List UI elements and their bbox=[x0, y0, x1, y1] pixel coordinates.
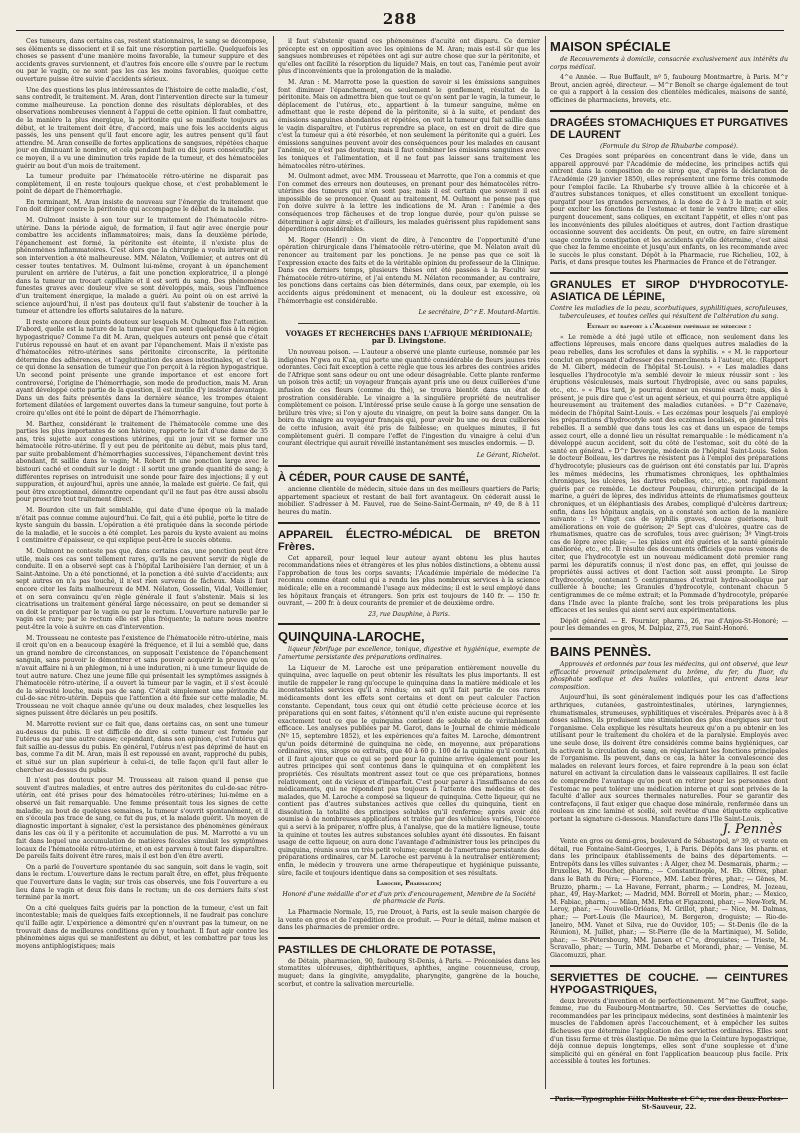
ad-body: « Le remède a été jugé utile et efficace, non seulement dans les affections lépreuses, mais encore dans quelques autres maladies de la peau rebelles, dans les scrofules et dans la syphilis. » « M. le rapporteur conclut en proposant d'adresser des remercîments à l'auteur, etc. (Rapport de M. Gibert, médecin de l'hôpital St-Louis). » « Les maladies dans lesquelles l'hydrocotyle m'a semblé devoir le mieux réussir sont : les éruptions vésiculeuses, mais surtout l'hydropisie, avec ou sans papules, etc., etc. » « Plus tard, je pourrai donner un résumé exact; mais, dès à présent, je puis dire que c'est un agent sérieux, et qui pourra être appliqué heureusement au traitement des maladies cutanées. » D^r Cazenave, médecin de l'hôpital Saint-Louis. « Les eczémas pour lesquels j'ai employé les préparations d'hydrocotyle sont des eczémas localisés, en général très rebelles. Il a semblé que dans tous les cas et dans un espace de temps assez court, elle a donné lieu un résultat remarquable : le médicament n'a développé aucun accident, soit du côté de l'estomac, soit du côté de la santé en général. » D^r Devergie, médecin de l'hôpital Saint-Louis. Selon le docteur Boileau, les dartres ne résistent pas à l'emploi des préparations d'hydrocotyle; plusieurs cas de guérison ont été constatés par lui. D'après les mêmes médecins, les rhumatismes chroniques, les ophthalmies chroniques, les ulcères, les dartres rebelles, etc., etc., sont rapidement guéris par ce remède. Le docteur Poupeau, chirurgien principal de la marine, a guéri de lèpres, des individus atteints de rhumatismes goutteux chroniques, et un éléphantiasis des Arabes, compliqué d'ulcères dartreux; enfin, dans les hôpitaux anglais, on a constaté son action de la manière suivante : 1º Vingt cas de syphilis graves, douze guérisons, huit améliorations en voie de guérison; 2º Sept cas d'ulcères, quatre cas de rhumatismes, quatre cas de scrofules, tous avec guérison; 3º Vingt-trois cas de lèpre avec plaie; — les plaies ont été guéries et la santé générale améliorée, etc., etc. Il résulte des documents officiels que nous venons de citer, que l'hydrocotyle est un nouveau médicament doté premier rang parmi les dépuratifs connus; il n'est donc pas, en effet, qui jouisse de propriétés aussi actives et dont l'action soit aussi prompte. Le Sirop d'hydrocotyle, contenant 5 centigrammes d'extrait hydro-alcoolique par cuillerée à bouche; les Granules d'hydrocotyle, contenant chacun 5 centigrammes de ce même extrait; et la Pommade d'hydrocotyle, préparée dans l'Inde avec la plante fraîche, sont les trois préparations les plus efficaces et les seules qui aient servi aux expérimentations. bbox=[550, 333, 788, 615]
separator bbox=[550, 272, 788, 274]
ad-subtitle: Contre les maladies de la peau, scorbutiques, syphilitiques, scrofuleuses, tuberculeuses, et toutes celles qui résultent de l'altération du sang. bbox=[550, 304, 788, 320]
column-2 bbox=[278, 38, 540, 1089]
paragraph: Ces tumeurs, dans certains cas, restent stationnaires, le sang se décompose, ses éléments se dissocient et il se fait une résorption partielle. Quelquefois les choses se passent d'une manière moins favorable, la tumeur suppure et des accidents graves surviennent, et d'autres fois encore elle s'ouvre par le rectum ou par le vagin, ce ne sont pas les cas les moins favorables, quoique cette ouverture puisse être suivie d'accidents sérieux. bbox=[16, 38, 268, 83]
ad-lead: Approuvés et ordonnés par tous les médecins, qui ont observé, que leur efficacité provenait principalement du brôme, du fer, du fluor, du phosphate sodique et des huiles volatiles, qui entrent dans leur composition. bbox=[550, 661, 788, 691]
paragraph: On a cité quelques faits guéris par la ponction de la tumeur, c'est un fait incontestable; mais de quelques faits exceptionnels, il ne faudrait pas conclure qu'il faille agir. L'expérience a démontré qu'en n'ouvrant pas la tumeur, on ne trouvait dans de meilleures conditions qu'en y touchant. Il faut agir contre les phénomènes aigus qui se manifestent au début, et les combattre par tous les moyens antiphlogistiques; mais bbox=[16, 904, 268, 950]
ad-sales: Vente en gros ou demi-gros, boulevard de Sébastopol, nº 39, et vente en détail, rue Fontaine-Saint-Georges, 1, à Paris. Dépôts dans les pharm. et dans les principaux établissements de bains des départements. — Entrepôts dans les villes suivantes : À Alger, chez M. Desmarais, pharm.; — Bruxelles, M. Boucher, pharm.; — Constantinople, M. Eb. Oltrex, phar. dans le Bath du Péra; — Florence, MM. Lebez frères, phar.; — Gênes, M. Bruzzo, pharm.; — La Havane, Ferrant, pharm.; — Londres, M. Jozeau, phar., 49, Hay-Market; — Madrid, MM. Borrell et Morin, phar.; — Mexico, M. Fabiac, pharm.; — Milan, MM. Erba et Figazzoni, phar.; — New-York, M. Leroy, phar.; — Nouvelle-Orléans, M. Grillot, phar.; — Nice, M. Dalmas, phar.; — Port-Louis (île Maurice), M. Bergeron, droguiste; — Rio-de-Janeiro, MM. Vanet et Silva, rue do Ouvidor, 105; — St-Denis (île de la Réunion), M. Juillet, phar.; — St-Pierre (île de la Martinique), M. Solide, phar.; — St-Pétersbourg, MM. Jansen et C^e, droguistes; — Trieste, M. Scravallo, phar.; — Turin, MM. Debarbe et Morandi, phar.; — Venise, M. Giacomuzzi, phar. bbox=[550, 838, 788, 959]
paragraph: M. Oulmont admet, avec MM. Trousseau et Marrotte, que l'on a commis et que l'on commet des erreurs non douteuses, en prenant pour des hématocèles rétro-utérines des tumeurs qui n'en sont pas; mais il est certain que souvent il est impossible de se prononcer. Quant au traitement, M. Oulmont ne pense pas que l'on doive suivre à la lettre les indications de M. Aran : l'anémie a des conséquences trop fâcheuses et de trop longue durée, pour qu'on puisse se déterminer à agir ainsi; et d'ailleurs, les malades guérissent plus rapidement sans déperditions considérables. bbox=[278, 173, 540, 234]
ad-maison-speciale bbox=[550, 40, 788, 105]
ad-quinquina bbox=[278, 630, 540, 931]
paragraph: M. Marrotte revient sur ce fait que, dans certains cas, on sent une tumeur au-dessus du pubis. Il est difficile de dire si cette tumeur est formée par l'utérus ou par une autre cause; cependant, dans son opinion, c'est l'utérus qui fait saillie au-dessus du pubis. En général, l'utérus n'est pas déprimé de haut en bas, comme l'a dit M. Aran, mais il est repoussé en avant, rapproché du pubis, et situé sur un plan supérieur à celui-ci, de telle façon qu'il faut aller le chercher au-dessus du pubis. bbox=[16, 721, 268, 774]
ad-hydrocotyle bbox=[550, 279, 788, 633]
ad-body: Ces Dragées sont préparées en concentrant dans le vide, dans un appareil approuvé par l'Académie de médecine, les principes actifs qui entrent dans la composition de ce sirop que, d'après la déclaration de l'Académie (29 janvier 1850), elles représentent une forme très commode pour l'emploi facile. La Rhubarbe s'y trouve alliée à la chicorée et à d'autres substances toniques, et elles constituent un excellent tonique-purgatif pour les grandes personnes, à la dose de 2 à 3 le matin et soir, pour exciter les fonctions de l'estomac et tenir le ventre libre; car elles purgent doucement, sans coliques, en excitant l'appétit, et elles n'ont pas les inconvénients des pilules aloétiques et autres, dont l'action drastique occasionne souvent des accidents. On peut, en outre, en faire sûrement usage contre la constipation et les accidents qu'elle détermine, c'est ainsi que chez la femme enceinte et jusqu'aux enfants, on les recommande avec le succès le plus constant. Dépôt à la Pharmacie, rue Richelieu, 102, à Paris, et dans presque toutes les Pharmacies de France et de l'étranger. bbox=[550, 153, 788, 267]
column-divider bbox=[273, 36, 274, 1089]
ad-subtitle: (Formule du Sirop de Rhubarbe composé). bbox=[599, 141, 739, 150]
ad-body: Aujourd'hui, ils sont généralement indiqués pour les cas d'affections arthriques, cutanées, gastrointestinales, utérines, laryngiennes, rhumatismales, strumeuses, syphilitiques et viscérales. Préparés avec à à 8 doses salines, ils produisent une stimulation des plus énergiques sur tout l'organisme. Cela explique les résultats heureux qu'on a pu obtenir en les utilisant pour le traitement du choléra et de la paralysie. Employés avec une seule dose, ils doivent être considérés comme bains hygiéniques, car ils activent la circulation du sang, en régularisant les fonctions principales de l'organisme. Ils peuvent, dans ce cas, la hâter la convalescence des malades en relevant leurs forces, et faire reprendre à la peau son éclat naturel en activant la circulation dans le vaisseaux capillaires. Il est facile de comprendre l'avantage qu'on peut en retirer pour les personnes dont l'estomac ne peut tolérer une médication interne et qui sont privées de la faculté d'aller aux sources thermales naturelles. Pour se garantir des contrefaçons, il faut exiger que chaque dose minérale, renfermée dans un rouleau en zinc laminé et scellé, soit revêtue d'une étiquette explicative portant la signature ci-dessous. Manufacture dans l'Ile Saint-Louis. bbox=[550, 694, 788, 823]
paragraph: M. Trousseau ne conteste pas l'existence de l'hématocèle rétro-utérine, mais il croit qu'on en a beaucoup exagéré la fréquence, et il lui a semblé que, dans un grand nombre de circonstances, on supposait l'existence de l'épanchement sanguin, sans pouvoir le démontrer et sans pouvoir acquérir la preuve qu'on n'avait affaire ni à un phlegmon, ni à une induration, ni à une tumeur liquide de tout autre nature. Chez une jeune fille qui présentait les symptômes assignés à l'hématocèle rétro-utérine, il a ouvert la tumeur par le vagin, et il s'est écoulé de la sérosité louche, mais pas de sang. C'était simplement une péritonite du cul-de-sac rétro-utérin. Depuis que l'attention a été fixée sur cette maladie, M. Trousseau ne voit chaque année qu'une ou deux malades, chez lesquelles les signes puissent être déclarés un peu positifs. bbox=[16, 634, 268, 718]
paragraph: M. Barthez, considérant le traitement de l'hématocèle comme une des parties les plus importantes de son histoire, rapporte le fait d'une dame de 35 ans, très sujette aux congestions utérines, qui un jour vit se former une hématocèle rétro-utérine. Il y eut peu de péritonite au début, mais plus tard, par suite probablement d'hémorrhagies successives, l'épanchement devint très abondant, fit saillie dans le vagin; M. Robert fit une ponction large avec le bistouri caché et conduit sur le doigt : il sortit une grande quantité de sang; à différentes reprises on introduisit une sonde pour faire des injections; il y eut suppuration, et aujourd'hui, après une année, la malade est guérie. Ce fait, qui peut être exceptionnel, démontre cependant qu'il ne faut pas être aussi absolu pour proscrire tout traitement direct. bbox=[16, 420, 268, 504]
paragraph: M. Aran : M. Marrotte pose la question de savoir si les émissions sanguines font diminuer l'épanchement, ou seulement le gonflement, résultat de la péritonite. Mais on admettra bien que tout ce qu'on sent par le vagin, la tumeur, le déplacement de l'utérus, etc., appartient à la tumeur sanguine, même en admettant que le reste dépend de la péritonite, si à la suite, et pendant des émissions sanguines abondantes et répétées, on voit la tumeur qui fait saillie dans le vagin disparaître, et l'utérus reprendre sa place, on est en droit de dire que c'est la tumeur qui a été résorbée, et non seulement la péritonite qui a guéri. Les émissions sanguines peuvent avoir des conséquences pour les malades en causant l'anémie, ce n'est pas douteux; mais il faut combiner les émissions sanguines avec les toniques et l'alimentation, et il ne faut pas laisser sans traitement les hématocèles rétro-utérines. bbox=[278, 78, 540, 170]
ad-body: ancienne clientèle de médecin, située dans un des meilleurs quartiers de Paris; appartement spacieux et restant de bail fort avantageux. On céderait aussi le mobilier. S'adresser à M. Fauvel, rue de Seine-Saint-Germain, nº 49, de 8 à 11 heures du matin. bbox=[278, 486, 540, 517]
paragraph: M. Oulmont ne conteste pas que, dans certains cas, une ponction peut être utile, mais ces cas sont tellement rares, qu'ils ne peuvent servir de règle de conduite. Il en a observé sept cas à l'hôpital Lariboisière l'an dernier, et un à Saint-Antoine. Un a été ponctionné, et la ponction a été suivie d'accidents; aux sept autres on n'a pas touché, il n'est rien survenu de fâcheux. Mais il faut encore citer les faits malheureux de MM. Nélaton, Gosselin, Vidal, Voillemier, et on sera convaincu qu'en règle générale il faut s'abstenir. Mais si les cicatrisations un traitement général large nécessaire, on peut se demander si on doit le pratiquer par le vagin ou par le rectum. L'ouverture naturelle par le vagin est rare; par le rectum elle est plus fréquente; la nature nous montre peut-être la voie à suivre en cas d'intervention. bbox=[16, 548, 268, 631]
ad-pastilles bbox=[278, 944, 540, 988]
ad-extract-heading: Extrait du rapport à l'Académie impériale de médecine : bbox=[586, 323, 752, 331]
separator bbox=[550, 638, 788, 640]
column-3 bbox=[550, 38, 788, 1089]
top-rule bbox=[16, 30, 784, 31]
secretary-signature: Le secrétaire, D^r E. Moutard-Martin. bbox=[418, 309, 540, 317]
ad-title: BAINS PENNÈS. bbox=[550, 644, 652, 659]
column-1 bbox=[16, 38, 268, 1089]
ad-lead: liqueur fébrifuge par excellence, tonique, digestive et hygiénique, exempte de l'amertume persistante des préparations ordinaires. bbox=[278, 646, 540, 661]
separator bbox=[278, 522, 540, 524]
ad-award: Honoré d'une médaille d'or et d'un prix d'encouragement, Membre de la Société de pharmacie de Paris. bbox=[282, 890, 536, 906]
ad-address: 23, rue Dauphine, à Paris. bbox=[368, 610, 450, 618]
ad-title: QUINQUINA-LAROCHE, bbox=[278, 629, 425, 645]
ad-title: SERVIETTES DE COUCHE. — CEINTURES HYPOGASTRIQUES, bbox=[550, 971, 788, 996]
ad-maker: Laroche, Pharmacien; bbox=[376, 880, 442, 888]
page-number: 288 bbox=[382, 10, 418, 28]
ad-body: deux brevets d'invention et de perfectionnement. M^me Gauffrot, sage-femme, rue du Faubourg-Montmartre, 50. Ces Serviettes de couche, recommandées par les principaux médecins, sont destinées à maintenir les muscles de l'abdomen après l'accouchement, et à empêcher les suites fâcheuses que détermine l'application des serviettes ordinaires. Elles sont d'un tissu ferme et très élastique. De même que la Ceinture hypogastrique, déjà connue depuis longtemps, elles sont d'une souplesse et d'une simplicité qui en général en font l'application beaucoup plus facile. Prix accessible à toutes les fortunes. bbox=[550, 997, 788, 1066]
separator bbox=[298, 323, 520, 324]
separator bbox=[550, 965, 788, 967]
ad-body: de Détain, pharmacien, 90, faubourg St-Denis, à Paris. — Préconisées dans les stomatites ulcéreuses, diphthéritiques, aphthes, angine couenneuse, croup, muguet; dans la gingivite, amygdalite, pharyngite, gangrène de la bouche, scorbut, et contre la salivation mercurielle. bbox=[278, 957, 540, 988]
ad-lead: de Recouvrements à domicile, consacrée exclusivement aux intérêts du corps médical. bbox=[550, 56, 788, 71]
newspaper-page bbox=[8, 8, 792, 1117]
ad-cession bbox=[278, 472, 540, 516]
paragraph: Une des questions les plus intéressantes de l'histoire de cette maladie, c'est, sans contredit, le traitement. M. Aran, dont l'intervention directe sur la tumeur comme malheureuse. La ponction donne des résultats déplorables, et des observations nombreuses viennent à l'appui de cette opinion. Il faut combattre, de la manière la plus énergique, la péritonite qui se manifeste toujours au début, et le traitement doit être, d'accord, mais une fois les accidents aigus passés, les uns pensent qu'il faut encore agir, les autres pensent qu'il faut attendre. M. Aran conseille de fortes applications de sangsues, répétées chaque jour en diminuant le nombre, et cela pendant huit ou dix jours consécutifs; par ce moyen, il a vu une diminution très rapide de la tumeur, et des hématocèles guérir au bout d'un mois de traitement. bbox=[16, 86, 268, 170]
paragraph: On a parlé de l'ouverture spontanée du sac sanguin, soit dans le vagin, soit dans le rectum. L'ouverture dans le rectum paraît être, en effet, plus fréquente que l'ouverture dans le vagin; sur trois cas observés, une fois l'ouverture a eu lieu dans le vagin et deux fois dans le rectum; un de ces derniers faits s'est terminé par la mort. bbox=[16, 863, 268, 902]
ad-title: GRANULES ET SIROP D'HYDROCOTYLE-ASIATICA DE LÉPINE, bbox=[550, 279, 788, 304]
paragraph: M. Roger (Henri) : On vient de dire, à l'encontre de l'opportunité d'une opération chirurgicale dans l'hématocèle rétro-utérine, que M. Nélaton avait dû renoncer au traitement par les ponctions. Je ne pense pas que ce soit là l'expression exacte des faits et de la véritable opinion du professeur de la Clinique. Dans ces derniers temps, plusieurs thèses ont été passées à la Faculté sur l'hématocèle rétro-utérine, et j'ai entendu M. Nélaton recommander, au contraire, les ponctions dans certains cas bien déterminés, dans ceux, par exemple, où les accidents aigus prédominent et menacent, où la douleur est excessive, où l'hémorrhagie est considérable. bbox=[278, 236, 540, 305]
gerant-signature: Le Gérant, Richelot. bbox=[476, 451, 540, 459]
separator bbox=[278, 937, 540, 939]
printer-footer: Paris.—Typographie Félix Malteste et C^e, rue des Deux-Portes-St-Sauveur, 22. bbox=[554, 1095, 784, 1111]
paragraph: M. Bourdon cite un fait semblable, qui date d'une époque où la malade n'était pas connue comme aujourd'hui. Ce fait, qui a été publié, porte le titre de kyste sanguin du bassin. L'opération a été pratiquée dans la seconde période de la maladie, et le succès a été complet. Les parois du kyste avaient au moins 1 centimètre d'épaisseur, ce qui explique peut-être le succès obtenu. bbox=[16, 507, 268, 545]
ad-title: DRAGÉES STOMACHIQUES ET PURGATIVES DE LAURENT bbox=[550, 116, 788, 141]
ad-body: La Liqueur de M. Laroche est une préparation entièrement nouvelle du quinquina, avec laquelle on peut obtenir les résultats les plus importants. Il est inutile de rappeler le rang qu'occupe le quinquina dans la matière médicale et les incontestables services qu'il a rendus; on sait qu'il fait partie de ces rares médicaments dont les effets sont certains et dont on peut calculer l'action constante. Cependant, tous ceux qui ont étudié cette précieuse écorce et les préparations qui en sont faites, s'étonnent qu'il n'en existe aucune qui représente exactement tout ce que le quinquina contient de soluble et de véritablement efficace. Les analyses publiées par M. Garot, dans le Journal de chimie médicale (Nº 15, septembre 1852), et les expériences qu'a faites M. Laroche, démontrent qu'un poids déterminé de quinquina ne cède, en moyenne, aux préparations ordinaires, vins, sirops ou extraits, que 40 à 60 p. 100 de la quinine qu'il contient, et il faut ajouter que ce qui se perd pour la quinine arrive également pour les autres principes qui sont contenus dans le quinquina et en complètent les propriétés. Ces résultats montrent assez tout ce que ces préparations, bonnes relativement, ont de vicieux et d'imparfait. C'est pour parer à l'insuffisance de ces médicaments, qui ne répondent pas toujours à l'attente des médecins et des malades, que M. Laroche a composé sa liqueur de quinquina. Cette liqueur, qui ne contient pas d'autres substances actives que celles du quinquina, tient en dissolution la totalité des principes solubles qu'il renferme; après avoir été soumise à de nombreuses applications et traitée par des véhicules variés, l'écorce qui a servi à la préparer, n'offre plus, à l'analyse, que de la matière ligneuse, toute la quinine et toutes les autres substances solubles ayant été dissoutes. En faisant usage de cette liqueur, on aura donc l'avantage d'administrer tous les principes du quinquina, réunis sous un très petit volume; exempt de l'amertume persistante des préparations ordinaires, car M. Laroche est parvenu à la neutraliser entièrement; enfin, le médecin y trouvera une arme thérapeutique et hygiénique puissante, sûre, facile et toujours identique dans sa composition et ses résultats. bbox=[278, 664, 540, 877]
paragraph: il faut s'abstenir quand ces phénomènes d'acuité ont disparu. Ce dernier précepte est en opposition avec les opinions de M. Aran; mais est-il sûr que les sangsues nombreuses et répétées ont agi sur autre chose que sur la péritonite, et qu'elles ont facilité la résorption du liquide? Mais, en tout cas, l'anémie peut avoir plus d'inconvénients que la prolongation de la maladie. bbox=[278, 38, 540, 76]
ad-address: La Pharmacie Normale, 15, rue Drouot, à Paris, est la seule maison chargée de la vente en gros et de l'expédition de ce produit. — Pour le détail, même maison et dans les pharmacies de premier ordre. bbox=[278, 909, 540, 932]
ad-title: APPAREIL ÉLECTRO-MÉDICAL DE BRETON Frères. bbox=[278, 528, 540, 553]
handwritten-signature: J. Pennès bbox=[722, 822, 782, 838]
paragraph: Un nouveau poison. — L'auteur a observé une plante curieuse, nommée par les indigènes N'gwa ou K'aa, qui porte une quantité considérable de fleurs jaunes très odorantes. Ceci fait exception à cette règle que tous les arbres des contrées arides de l'Afrique sont sans odeur ou ont une odeur désagréable. Cette plante renferme un poison très actif; un voyageur français ayant pris une ou deux cuillerées d'une infusion de ces fleurs (comme du thé), se trouva bientôt dans un état de prostration considérable. Le vinaigre a la singulière propriété de neutraliser complètement ce poison. L'intéressé prise seule cause à la gorge une sensation de brûlure très vive; si l'on y ajoute du vinaigre, on peut la boire sans danger. On la boira du vinaigre au voyageur français qui, pour avoir bu une ou deux cuillerées de cette infusion, avait été pris de faiblesse; en quelques minutes, il fut complètement guéri. Il compare l'effet de l'ingestion du vinaigre à celui d'un courant électrique qui aurait réveillé instantanément ses muscles endormis. — D. bbox=[278, 348, 540, 448]
separator bbox=[278, 623, 540, 625]
ad-appareil bbox=[278, 529, 540, 619]
separator bbox=[278, 465, 540, 467]
paragraph: La tumeur produite par l'hématocèle rétro-utérine ne disparait pas complètement, il en reste toujours quelque chose, et c'est probablement le point de départ de l'hémorrhagie. bbox=[16, 173, 268, 196]
paragraph: En terminant, M. Aran insiste de nouveau sur l'énergie du traitement que l'on doit diriger contre la péritonite qui accompagne le début de la maladie. bbox=[16, 198, 268, 214]
paragraph: Il reste encore deux points douteux sur lesquels M. Oulmont fixe l'attention. D'abord, quelle est la nature de la tumeur que l'on sent quelquefois à la région hypogastrique? Comme l'a dit M. Aran, quelques auteurs ont pensé que c'était l'utérus repoussé en haut et en avant par l'épanchement. Mais il n'existe pas d'hématocèles rétro-utérines sans péritonite circonscrite, la péritonite détermine des adhérences, et l'agglutination des anses intestinales, et c'est là ce qui donne la sensation de tumeur que l'on perçoit à la région hypogastrique. Un second point présente une grande importance et est encore fort controversé, l'origine de l'hémorrhagie, son mode de production, mais M. Aran ayant développé cette partie de la question, il est inutile d'y insister davantage. Dans un des faits présentés dans la dernière séance, les trompes étaient fortement dilatées et largement ouvertes dans la tumeur sanguine, tout porte à croire qu'elles ont été le point de départ de l'hémorrhagie. bbox=[16, 318, 268, 417]
ad-body: Cet appareil, pour lequel leur auteur ayant obtenu les plus hautes recommandations nées et étrangères et les plus nobles distinctions, a obtenu aussi l'approbation de tous les corps savants; l'Académie impériale de médecine l'a reconnu comme étant celui qui a rendu les plus nombreux services à la science médicale; elle en a recommandé l'usage aux médecins; il est le seul employé dans les hôpitaux français et étrangers. Son prix est toujours de 140 fr. — 150 fr. ouvrant, — 200 fr. à deux courants de premier et de deuxième ordre. bbox=[278, 554, 540, 608]
ad-title: PASTILLES DE CHLORATE DE POTASSE, bbox=[278, 943, 496, 956]
ad-dragees bbox=[550, 117, 788, 268]
column-divider bbox=[545, 36, 546, 1089]
ad-title: MAISON SPÉCIALE bbox=[550, 39, 671, 54]
ad-bains-pennes bbox=[550, 645, 788, 960]
ad-title: À CÉDER, POUR CAUSE DE SANTÉ, bbox=[278, 472, 469, 485]
article-heading: VOYAGES ET RECHERCHES DANS L'AFRIQUE MÉRIDIONALE; par D. Livingstone. bbox=[285, 328, 533, 346]
paragraph: M. Oulmont insiste à son tour sur le traitement de l'hématocèle rétro-utérine. Dans la période aiguë, de formation, il faut agir avec énergie pour combattre les accidents inflammatoires; mais, dans la deuxième période, l'épanchement est formé, la péritonite est éteinte, il n'existe plus de phénomènes inflammatoires. C'est alors que la chirurgie a voulu intervenir et son intervention a été malheureuse. MM. Nélaton, Voillemier, et autres ont dû cesser toutes tentatives. M. Oulmont lui-même, croyant à un épanchement purulent en arrière de l'utérus, a fait une ponction exploratrice, il a plongé dans la tumeur un trocart capillaire et il est sorti du sang. Des phénomènes funestes graves avec douleur vive se sont développés, mais, sous l'influence d'un traitement énergique, la malade a guéri. Au point où on est arrivé la science aujourd'hui, il n'est pas douteux qu'il faut s'abstenir de toucher à la tumeur et attendre les efforts salutaires de la nature. bbox=[16, 217, 268, 316]
paragraph: Il n'est pas douteux pour M. Trousseau ait raison quand il pense que souvent d'autres maladies, et entre autres des péritonites du cul-de-sac rétro-utérin, ont été prises pour des hématocèles rétro-utérines; lui-même en a observé un fait remarquable. Une femme présentait tous les signes de cette maladie; au bout de quelques semaines, la tumeur s'ouvrit spontanément, et il en s'écoula pas trace de sang, ce fut du pus, et la malade guérit. Un moyen de diagnostic important à signaler, c'est la persistance des phénomènes généraux dans les cas où il y a péritonite et accumulation de pus. M. Marrotte a vu un fait dans lequel une accumulation de matières fécales simulait les symptômes locaux de l'hématocèle rétro-utérine, et on est parvenu à tout faire disparaître. De pareils faits doivent être rares, mais il est bon d'en être averti. bbox=[16, 777, 268, 861]
separator bbox=[550, 110, 788, 112]
ad-depot: Dépôt général. — E. Fournier, pharm., 26, rue d'Anjou-St-Honoré; — pour les demandes en gros, M. Dalpiaz, 275, rue Saint-Honoré. bbox=[550, 617, 788, 633]
ad-body: 4^e Année. — Rue Buffault, nº 5, faubourg Montmartre, à Paris. M^r Brout, ancien agréé, directeur. — M^r Benoît se charge également de tout ce qui a rapport à la cession des clientèles médicales, maisons de santé, officines de pharmaciens, brevets, etc. bbox=[550, 74, 788, 104]
ad-serviettes bbox=[550, 972, 788, 1066]
